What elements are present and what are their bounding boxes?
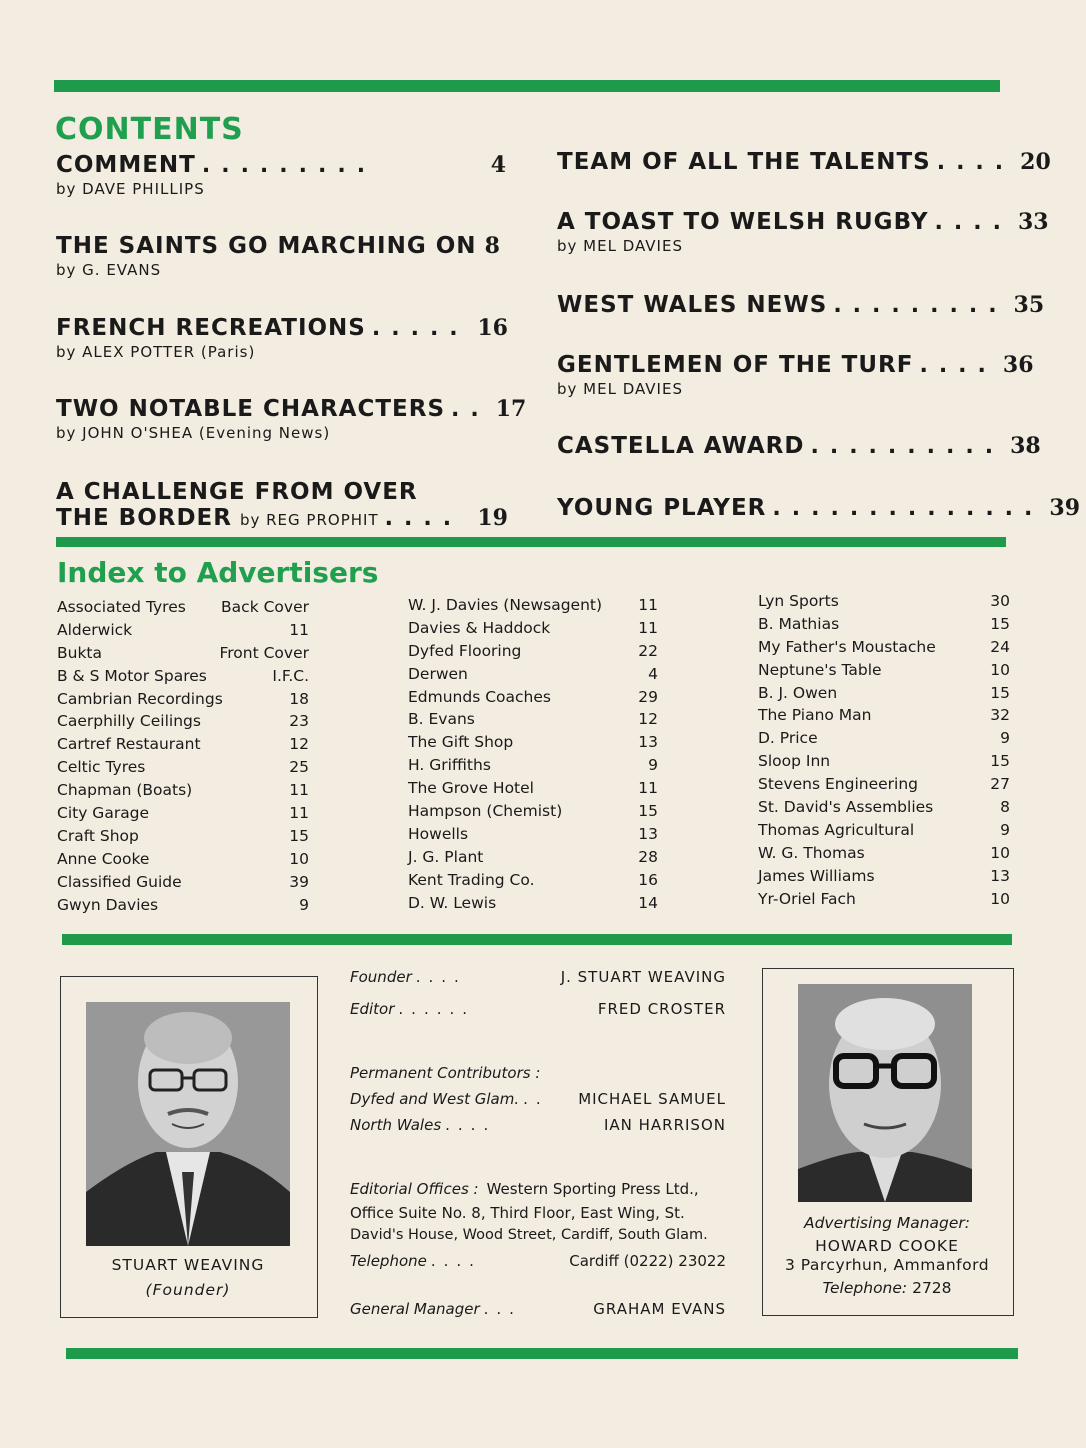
contents-entry: GENTLEMEN OF THE TURF .... 36 by MEL DAVIES bbox=[557, 352, 1034, 398]
entry-byline: by MEL DAVIES bbox=[557, 380, 683, 398]
entry-page: 38 bbox=[1010, 433, 1041, 459]
entry-page: 17 bbox=[495, 396, 527, 422]
entry-title: TEAM OF ALL THE TALENTS bbox=[557, 149, 931, 175]
ad-manager-name: HOWARD COOKE bbox=[815, 1237, 959, 1255]
entry-title: FRENCH RECREATIONS bbox=[56, 315, 366, 341]
advertiser-row: B & S Motor Spares I.F.C. bbox=[57, 666, 309, 685]
top-divider bbox=[54, 80, 1000, 92]
bottom-divider bbox=[66, 1348, 1018, 1359]
advertiser-row: The Grove Hotel 11 bbox=[408, 779, 658, 798]
advertiser-row: Hampson (Chemist) 15 bbox=[408, 802, 658, 821]
advertiser-row: Gwyn Davies 9 bbox=[57, 895, 309, 914]
advertiser-row: Stevens Engineering 27 bbox=[758, 775, 1010, 794]
entry-byline: by ALEX POTTER (Paris) bbox=[56, 343, 256, 361]
entry-page: 35 bbox=[1013, 292, 1045, 318]
advertiser-row: Yr-Oriel Fach 10 bbox=[758, 889, 1010, 908]
advertiser-row: Anne Cooke 10 bbox=[57, 849, 309, 868]
advertiser-row: Kent Trading Co. 16 bbox=[408, 870, 658, 889]
contents-entry: TEAM OF ALL THE TALENTS .... 20 bbox=[557, 149, 1051, 175]
entry-byline: by DAVE PHILLIPS bbox=[56, 180, 205, 198]
advertiser-row: James Williams 13 bbox=[758, 866, 1010, 885]
contents-divider bbox=[56, 537, 1006, 547]
advertiser-row: Neptune's Table 10 bbox=[758, 660, 1010, 679]
advertiser-row: Caerphilly Ceilings 23 bbox=[57, 712, 309, 731]
contents-entry: TWO NOTABLE CHARACTERS .. 17 by JOHN O'SHEA (Evening News) bbox=[56, 396, 527, 442]
advertisers-column-2 bbox=[408, 594, 658, 914]
advertiser-row: Associated Tyres Back Cover bbox=[57, 598, 309, 616]
advertiser-row: Thomas Agricultural 9 bbox=[758, 820, 1010, 839]
advertiser-row: Dyfed Flooring 22 bbox=[408, 641, 658, 660]
entry-title: TWO NOTABLE CHARACTERS bbox=[56, 396, 446, 422]
founder-caption-role: (Founder) bbox=[145, 1281, 231, 1299]
advertiser-row: My Father's Moustache 24 bbox=[758, 637, 1010, 656]
advertiser-row: Lyn Sports 30 bbox=[758, 592, 1010, 610]
entry-title: CASTELLA AWARD bbox=[557, 433, 805, 459]
entry-page: 8 bbox=[484, 233, 500, 259]
advertiser-row: W. G. Thomas 10 bbox=[758, 843, 1010, 862]
advertiser-row: Sloop Inn 15 bbox=[758, 752, 1010, 771]
contents-entry: CASTELLA AWARD .......... 38 bbox=[557, 433, 1041, 459]
advertiser-row: Davies & Haddock 11 bbox=[408, 618, 658, 637]
entry-title: WEST WALES NEWS bbox=[557, 292, 828, 318]
advertiser-row: Howells 13 bbox=[408, 824, 658, 843]
entry-page: 36 bbox=[1002, 352, 1034, 378]
entry-byline: by G. EVANS bbox=[56, 261, 162, 279]
advertisers-column-1 bbox=[57, 596, 309, 916]
advertiser-row: Classified Guide 39 bbox=[57, 872, 309, 891]
ad-manager-label: Advertising Manager: bbox=[803, 1214, 971, 1232]
credit-dyfed: Dyfed and West Glam. .. MICHAEL SAMUEL bbox=[350, 1090, 726, 1108]
ad-manager-telephone: Telephone: 2728 bbox=[822, 1279, 952, 1297]
founder-caption-name: STUART WEAVING bbox=[111, 1256, 265, 1274]
contents-entry: YOUNG PLAYER .............. 39 bbox=[557, 495, 1081, 521]
ad-manager-portrait-image bbox=[798, 984, 972, 1202]
entry-title: YOUNG PLAYER bbox=[557, 495, 767, 521]
contents-entry: COMMENT ......... 4 by DAVE PHILLIPS bbox=[56, 152, 506, 198]
advertiser-row: Celtic Tyres 25 bbox=[57, 758, 309, 777]
advertiser-row: The Piano Man 32 bbox=[758, 706, 1010, 725]
credit-offices: Editorial Offices : Western Sporting Press Ltd., bbox=[350, 1180, 699, 1198]
entry-title-line2: THE BORDER bbox=[56, 505, 232, 531]
contents-entry: A CHALLENGE FROM OVER THE BORDER by REG PROPHIT .... 19 bbox=[56, 479, 508, 531]
contents-entry: WEST WALES NEWS ......... 35 bbox=[557, 292, 1045, 318]
advertisers-divider bbox=[62, 934, 1012, 945]
advertiser-row: D. Price 9 bbox=[758, 729, 1010, 748]
advertiser-row: Craft Shop 15 bbox=[57, 826, 309, 845]
credit-north-wales: North Wales .... IAN HARRISON bbox=[350, 1116, 726, 1134]
credit-contributors-label: Permanent Contributors : bbox=[350, 1064, 541, 1082]
entry-page: 4 bbox=[490, 152, 506, 178]
entry-title: GENTLEMEN OF THE TURF bbox=[557, 352, 914, 378]
advertiser-row: Cartref Restaurant 12 bbox=[57, 735, 309, 754]
advertiser-row: Alderwick 11 bbox=[57, 620, 309, 639]
advertiser-row: Chapman (Boats) 11 bbox=[57, 781, 309, 800]
credit-telephone: Telephone .... Cardiff (0222) 23022 bbox=[350, 1252, 726, 1270]
advertiser-row: Edmunds Coaches 29 bbox=[408, 687, 658, 706]
advertiser-row: B. Evans 12 bbox=[408, 710, 658, 729]
contents-entry: A TOAST TO WELSH RUGBY .... 33 by MEL DAVIES bbox=[557, 209, 1049, 255]
contents-heading: CONTENTS bbox=[55, 112, 244, 147]
advertiser-row: B. Mathias 15 bbox=[758, 614, 1010, 633]
credit-offices-line2: Office Suite No. 8, Third Floor, East Wing, St. bbox=[350, 1204, 685, 1222]
entry-page: 39 bbox=[1049, 495, 1081, 521]
advertiser-row: W. J. Davies (Newsagent) 11 bbox=[408, 596, 658, 614]
entry-page: 16 bbox=[477, 315, 508, 341]
entry-byline: by REG PROPHIT bbox=[239, 511, 379, 529]
advertiser-row: City Garage 11 bbox=[57, 804, 309, 823]
contents-entry bbox=[56, 233, 508, 279]
credit-general-manager: General Manager ... GRAHAM EVANS bbox=[350, 1300, 726, 1318]
credit-founder: Founder .... J. STUART WEAVING bbox=[350, 968, 726, 986]
entry-page: 20 bbox=[1020, 149, 1051, 175]
advertiser-row: Derwen 4 bbox=[408, 664, 658, 683]
entry-title: COMMENT bbox=[56, 152, 196, 178]
entry-byline: by JOHN O'SHEA (Evening News) bbox=[56, 424, 331, 442]
advertiser-row: D. W. Lewis 14 bbox=[408, 893, 658, 912]
advertiser-row: J. G. Plant 28 bbox=[408, 847, 658, 866]
advertisers-heading: Index to Advertisers bbox=[57, 556, 379, 589]
advertiser-row: H. Griffiths 9 bbox=[408, 756, 658, 775]
entry-title-line1: A CHALLENGE FROM OVER bbox=[56, 479, 418, 505]
founder-portrait-image bbox=[86, 1002, 290, 1246]
entry-byline: by MEL DAVIES bbox=[557, 237, 683, 255]
advertiser-row: Cambrian Recordings 18 bbox=[57, 689, 309, 708]
ad-manager-photo bbox=[798, 984, 972, 1202]
advertisers-column-3 bbox=[758, 590, 1010, 910]
advertiser-row: St. David's Assemblies 8 bbox=[758, 798, 1010, 817]
entry-title: A TOAST TO WELSH RUGBY bbox=[557, 209, 929, 235]
ad-manager-address: 3 Parcyrhun, Ammanford bbox=[784, 1256, 990, 1274]
contents-entry: FRENCH RECREATIONS ..... 16 by ALEX POTTER (Paris) bbox=[56, 315, 508, 361]
advertiser-row: Bukta Front Cover bbox=[57, 643, 309, 662]
advertiser-row: The Gift Shop 13 bbox=[408, 733, 658, 752]
founder-photo bbox=[86, 1002, 290, 1246]
credit-offices-line3: David's House, Wood Street, Cardiff, South Glam. bbox=[350, 1227, 708, 1243]
entry-page: 33 bbox=[1017, 209, 1049, 235]
entry-page: 19 bbox=[477, 505, 508, 531]
advertiser-row: B. J. Owen 15 bbox=[758, 683, 1010, 702]
credit-editor: Editor ...... FRED CROSTER bbox=[350, 1000, 726, 1018]
entry-title: THE SAINTS GO MARCHING ON bbox=[56, 233, 477, 259]
